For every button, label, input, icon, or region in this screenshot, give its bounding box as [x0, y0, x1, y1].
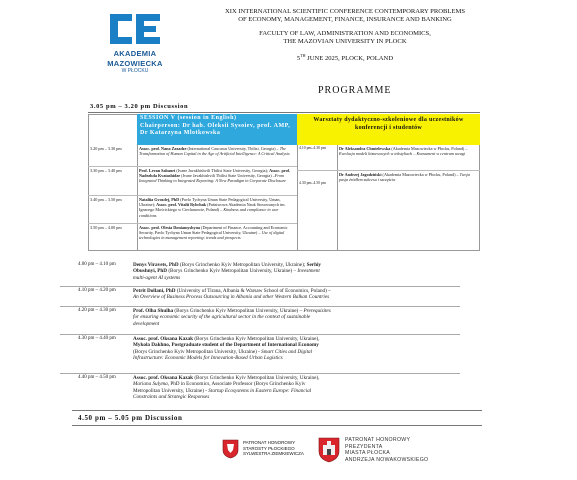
divider [88, 112, 480, 113]
row-divider [88, 223, 297, 224]
row-author2: Mykola Dakhno, Postgraduate student of the Department of International Economy [133, 342, 319, 349]
row-affil2: (Państwowa Akademia Nauk Stosowanych im. Ignacego Mościckiego w Ciechanowie, Poland) – [139, 202, 286, 213]
table-row [139, 225, 295, 241]
row-title: An Overview of Business Process Outsourcing in Albania and other Western Balkan Countries [133, 294, 330, 301]
session-chair: Chairperson: Dr hab. Oleksii Sysoiev, prof. AMP, Dr Katarzyna Mlotkowska [140, 122, 291, 136]
row-time: 3.40 pm – 3.50 pm [90, 197, 122, 202]
row-divider [60, 373, 460, 374]
row-affil: (University of Tirana, Albania & Warsaw School of Economics, Poland) – [175, 288, 331, 294]
row-time: 3.20 pm – 3.30 pm [90, 146, 122, 151]
patron-city-line4: ANDRZEJA NOWAKOWSKIEGO [345, 456, 429, 463]
workshop-title: Warsztaty dydaktyczno-szkoleniowe dla uczestników konferencji i studentów [313, 117, 464, 131]
row-author: Nataliia Gvozdej, PhD [139, 197, 180, 202]
date-sup: TH [300, 53, 306, 58]
table-row [139, 168, 295, 184]
discussion-2: 4.50 pm – 5.05 pm Discussion [78, 414, 183, 422]
row-time: 4.20 pm – 4.30 pm [78, 308, 116, 313]
row-title: Prerequisites for ensuring economic security of the agricultural sector in the context of sustainable development [133, 308, 331, 327]
workshop-time: 4.30 pm–4.50 pm [299, 181, 326, 185]
workshop-time: 4.10 pm–4.30 pm [299, 146, 326, 150]
row-time: 3.50 pm – 4.00 pm [90, 225, 122, 230]
logo-city: W PŁOCKU [121, 68, 149, 74]
workshop-row [339, 146, 478, 156]
logo-name-line1: AKADEMIA [113, 49, 157, 58]
row-affil2: (Borys Grinchenko Kyiv Metropolitan University, Ukraine) - [133, 348, 262, 355]
row-title: Use of digital technologies in management reporting: trends and prospects [139, 230, 285, 241]
row-title: From Integrated Thinking to Integrated Reporting: A New Paradigm in Corporate Disclosure [139, 173, 286, 184]
row-divider [88, 166, 297, 167]
row-divider [60, 306, 460, 307]
logo-mark-icon [106, 10, 164, 48]
university-logo [100, 10, 170, 74]
row-author: Assoc. prof. Oksana Kazak [133, 375, 194, 381]
column-divider [337, 145, 338, 251]
row-affil2: , PhD in Economics, Associate Professor (Borys Grinchenko Kyiv Metropolitan University, Ukraine) - [133, 381, 306, 394]
date-rest: JUNE 2025, PLOCK, POLAND [305, 55, 394, 63]
workshop-title-text: Ewolucja modeli biznesowych w tekstyliach – Konsument w centrum uwagi [339, 151, 466, 157]
workshop-author: Dr Andrzej Jagodziński [339, 172, 382, 177]
row-author: Assoc. prof. Olesia Doniamyshyna [139, 225, 200, 230]
list-item [133, 375, 333, 400]
workshop-affil: (Akademia Mazowiecka w Płocku, Poland) – [390, 146, 468, 151]
row-divider [297, 170, 480, 171]
column-divider [297, 145, 298, 251]
conference-header [200, 8, 490, 63]
table-row [139, 197, 295, 218]
workshop-row [339, 172, 478, 182]
row-affil: (Borys Grinchenko Kyiv Metropolitan University, Ukraine), [193, 375, 320, 381]
row-title: Investment multi-agent AI systems [133, 268, 320, 281]
patron-city [345, 437, 428, 463]
list-item [133, 262, 333, 281]
row-affil2: (Ivane Javakhishvili Tbilisi State University, Georgia) – [180, 173, 275, 179]
row-time: 3.30 pm – 3.40 pm [90, 168, 122, 173]
row-divider [88, 195, 297, 196]
row-affil: (Borys Grinchenko Kyiv Metropolitan University, Ukraine) – [173, 308, 304, 314]
session-header [137, 114, 297, 145]
patron-city-line1: PATRONAT HONOROWY [345, 437, 411, 443]
column-divider [137, 145, 138, 251]
row-affil: (Borys Grinchenko Kyiv Metropolitan University, Ukraine); [178, 262, 307, 268]
patron-county-line2: STAROSTY PŁOCKIEGO [243, 445, 295, 451]
row-affil: (Ivane Javakhishvili Tbilisi State University, Georgia); [175, 168, 270, 173]
patron-city-line3: MIASTA PŁOCKA [345, 450, 391, 456]
header-line1: XIX INTERNATIONAL SCIENTIFIC CONFERENCE CONTEMPORARY PROBLEMS [224, 8, 465, 15]
patron-county-line3: SYLWESTRA ZIEMKIEWICZA [243, 451, 304, 456]
row-time: 4.30 pm – 4.40 pm [78, 336, 116, 341]
row-author: Assoc. prof. Oksana Kazak [133, 336, 194, 342]
session-title: SESSION V (session in English) [140, 115, 237, 121]
workshop-title-text: Twoja pasja źródłem sukcesu i szczęścia [339, 172, 470, 183]
row-title: Startup Ecosystems in Eastern Europe: Financial Constraints and Strategic Responses [133, 387, 312, 400]
row-author: Prof. Olha Shulha [133, 308, 174, 314]
discussion-1: 3.05 pm – 3.20 pm Discussion [90, 103, 189, 110]
row-author2: Serhiy Obushnyi, PhD [133, 262, 321, 275]
workshop-affil: (Akademia Mazowiecka w Płocku, Poland) – [381, 172, 460, 177]
row-divider [60, 286, 460, 287]
divider [72, 410, 482, 411]
row-divider [60, 334, 460, 335]
patron-county [243, 440, 304, 457]
list-item [133, 308, 333, 327]
patron-city-line2: PREZYDENTA [345, 443, 383, 450]
row-affil2: (Borys Grinchenko Kyiv Metropolitan University, Ukraine) – [167, 268, 298, 275]
row-affil: (International Caucasus University, Tbilisi, Georgia) – [186, 146, 280, 151]
county-coat-of-arms-icon [222, 439, 239, 459]
row-author: Prof. Levan Sabauri [139, 168, 176, 173]
row-author: Assoc. prof. Nana Zazadze [139, 146, 187, 151]
row-title: Smart Cities and Digital Infrastructure: Economic Models for Innovation-Based Urban Logistics [133, 348, 313, 361]
row-time: 4.00 pm – 4.10 pm [78, 262, 116, 267]
workshop-header [297, 114, 480, 145]
header-line2: OF ECONOMY, MANAGEMENT, FINANCE, INSURANCE AND BANKING [238, 16, 452, 23]
programme-title: PROGRAMME [318, 85, 392, 96]
table-row [139, 146, 295, 156]
row-affil: (Borys Grinchenko Kyiv Metropolitan University, Ukraine), [193, 336, 320, 342]
row-affil: (Department of Finance, Accounting and Economic Security, Pavlo Tychyna Uman State Pedagogical University, Ukraine) – [139, 225, 288, 236]
date-day: 5 [296, 55, 301, 63]
divider [72, 425, 482, 426]
header-line4: THE MAZOVIAN UNIVERSITY IN PLOCK [283, 38, 407, 45]
row-author2: Assoc. prof. Nadezhda Kvatashidze [139, 168, 291, 179]
workshop-author: Dr Aleksandra Chmielewska [339, 146, 391, 151]
conference-date [200, 52, 490, 63]
row-author2: Mariana Sulyma [133, 381, 168, 388]
logo-name-line2: MAZOWIECKA [107, 59, 163, 68]
list-item [133, 336, 333, 361]
row-affil: (Pavlo Tychyna Uman State Pedagogical University, Uman, Ukraine); [139, 197, 281, 208]
row-author: Denys Viravets, PhD [133, 262, 179, 268]
row-time: 4.40 pm – 4.50 pm [78, 375, 116, 380]
row-time: 4.10 pm – 4.20 pm [78, 288, 116, 293]
row-author: Petrit Dollani, PhD [133, 288, 176, 294]
row-title: Kindness and compliance in war conditions [139, 207, 279, 218]
city-coat-of-arms-icon [318, 437, 340, 463]
list-item [133, 288, 333, 301]
header-line3: FACULTY OF LAW, ADMINISTRATION AND ECONOMICS, [259, 30, 431, 37]
row-title: The Transformation of Human Capital in the Age of Artificial Intelligence: A Critical Analysis [139, 146, 290, 157]
patron-county-line1: PATRONAT HONOROWY [243, 440, 296, 445]
row-author2: Assoc. prof. Vitalii Rybchak [156, 202, 207, 208]
